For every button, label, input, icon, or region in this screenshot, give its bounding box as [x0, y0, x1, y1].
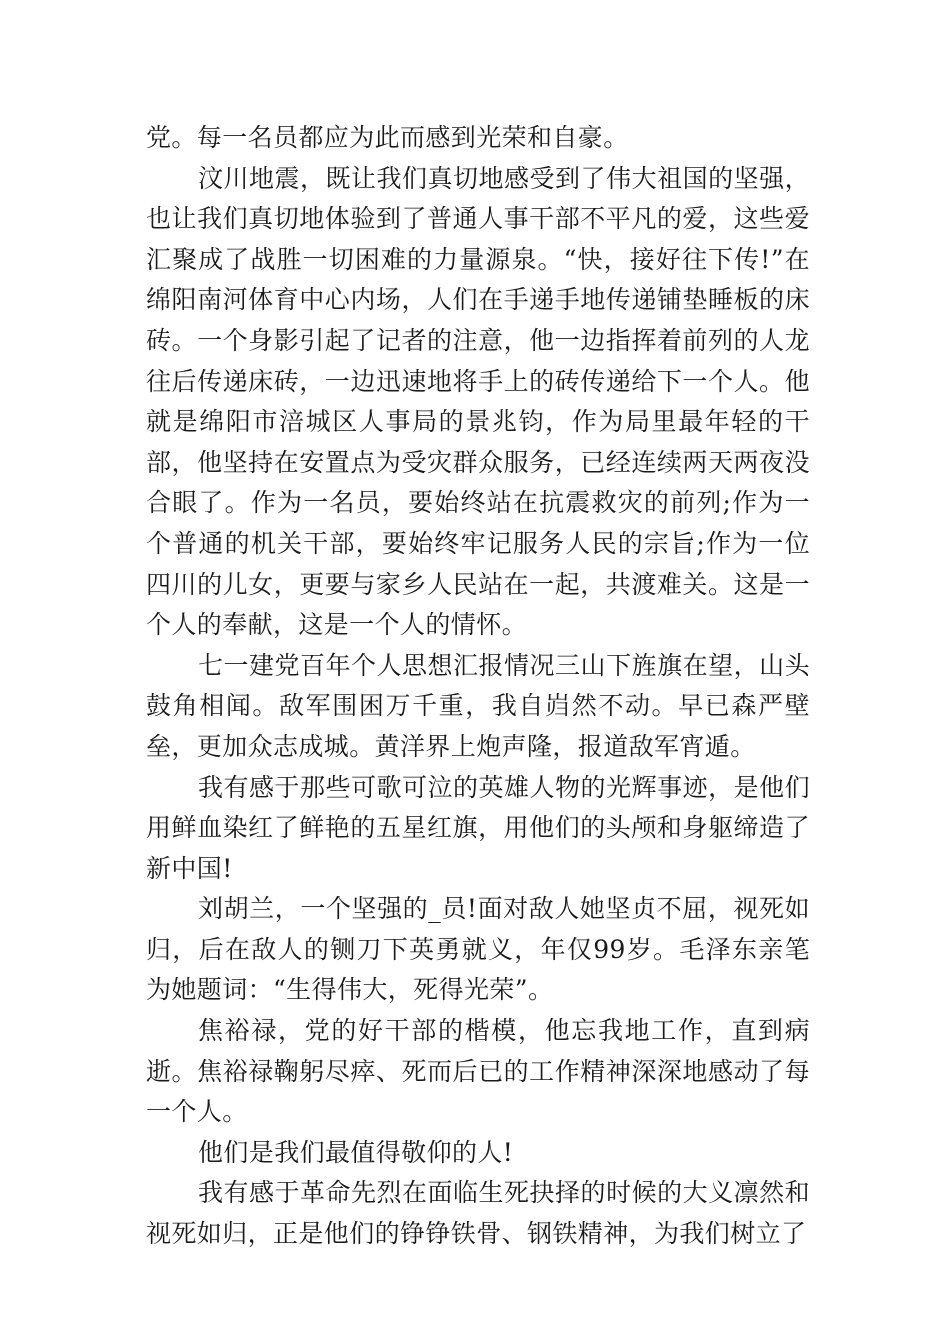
- paragraph-5: 刘胡兰，一个坚强的_员!面对敌人她坚贞不屈，视死如归，后在敌人的铡刀下英勇就义，年仅99岁。毛泽东亲笔为她题词：“生得伟大，死得光荣”。: [146, 894, 810, 1005]
- paragraph-3: 七一建党百年个人思想汇报情况三山下旌旗在望，山头鼓角相闻。敌军围困万千重，我自岿然不动。早已森严壁垒，更加众志成城。黄洋界上炮声隆，报道敌军宵遁。: [146, 650, 810, 761]
- paragraph-2: 汶川地震，既让我们真切地感受到了伟大祖国的坚强，也让我们真切地体验到了普通人事干部不平凡的爱，这些爱汇聚成了战胜一切困难的力量源泉。“快，接好往下传!”在绵阳南河体育中心内场，人们在手递手地传递铺垫睡板的床砖。一个身影引起了记者的注意，他一边指挥着前列的人龙往后传递床砖，一边迅速地将手上的砖传递给下一个人。他就是绵阳市涪城区人事局的景兆钧，作为局里最年轻的干部，他坚持在安置点为受灾群众服务，已经连续两天两夜没合眼了。作为一名员，要始终站在抗震救灾的前列;作为一个普通的机关干部，要始终牢记服务人民的宗旨;作为一位四川的儿女，更要与家乡人民站在一起，共渡难关。这是一个人的奉献，这是一个人的情怀。: [146, 163, 810, 640]
- paragraph-4: 我有感于那些可歌可泣的英雄人物的光辉事迹，是他们用鲜血染红了鲜艳的五星红旗，用他们的头颅和身躯缔造了新中国!: [146, 772, 810, 883]
- paragraph-8: 我有感于革命先烈在面临生死抉择的时候的大义凛然和视死如归，正是他们的铮铮铁骨、钢铁精神，为我们树立了: [146, 1178, 810, 1249]
- paragraph-7: 他们是我们最值得敬仰的人!: [198, 1137, 514, 1167]
- document-body: [146, 118, 810, 1255]
- paragraph-1: 党。每一名员都应为此而感到光荣和自豪。: [146, 123, 629, 152]
- paragraph-6: 焦裕禄，党的好干部的楷模，他忘我地工作，直到病逝。焦裕禄鞠躬尽瘁、死而后已的工作精神深深地感动了每一个人。: [146, 1016, 810, 1127]
